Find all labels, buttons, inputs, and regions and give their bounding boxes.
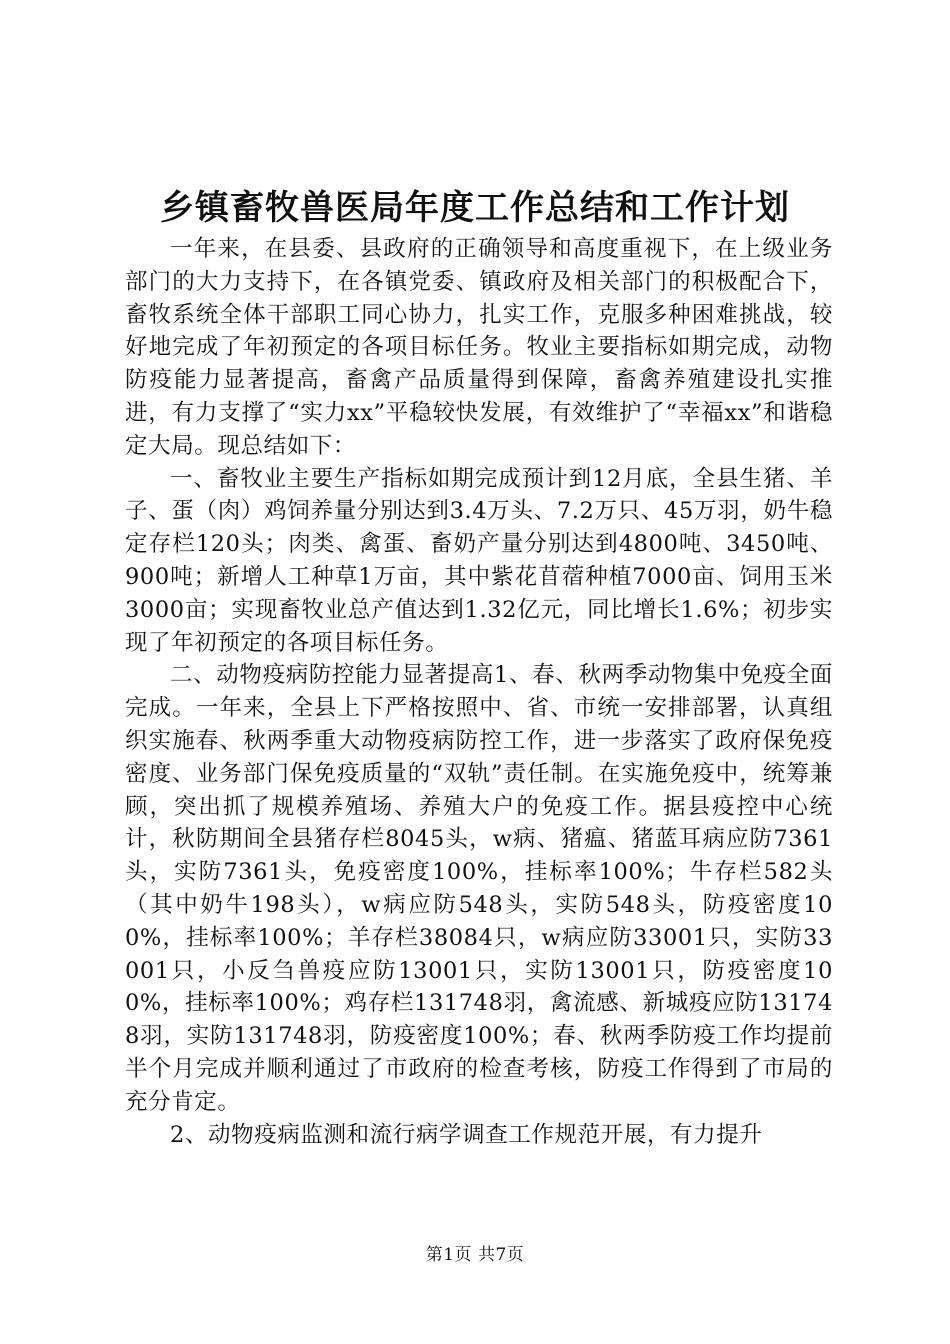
- document-title: 乡镇畜牧兽医局年度工作总结和工作计划: [160, 188, 790, 228]
- page-footer: 第1页 共7页: [425, 1245, 525, 1265]
- paragraph-intro: 一年来，在县委、县政府的正确领导和高度重视下，在上级业务部门的大力支持下，在各镇党委、镇政府及相关部门的积极配合下，畜牧系统全体干部职工同心协力，扎实工作，克服多种困难挑战，较好地完成了年初预定的各项目标任务。牧业主要指标如期完成，动物防疫能力显著提高，畜禽产品质量得到保障，畜禽养殖建设扎实推进，有力支撑了“实力xx”平稳较快发展，有效维护了“幸福xx”和谐稳定大局。现总结如下：: [125, 236, 833, 459]
- paragraph-section-2-item-2: 2、动物疫病监测和流行病学调查工作规范开展，有力提升: [170, 1121, 763, 1148]
- paragraph-section-2: 二、动物疫病防控能力显著提高1、春、秋两季动物集中免疫全面完成。一年来，全县上下严格按照中、省、市统一安排部署，认真组织实施春、秋两季重大动物疫病防控工作，进一步落实了政府保免疫密度、业务部门保免疫质量的“双轨”责任制。在实施免疫中，统筹兼顾，突出抓了规模养殖场、养殖大户的免疫工作。据县疫控中心统计，秋防期间全县猪存栏8045头，w病、猪瘟、猪蓝耳病应防7361头，实防7361头，免疫密度100%，挂标率100%；牛存栏582头（其中奶牛198头），w病应防548头，实防548头，防疫密度100%，挂标率100%；羊存栏38084只，w病应防33001只，实防33001只，小反刍兽疫应防13001只，实防13001只，防疫密度100%，挂标率100%；鸡存栏131748羽，禽流感、新城疫应防131748羽，实防131748羽，防疫密度100%；春、秋两季防疫工作均提前半个月完成并顺利通过了市政府的检查考核，防疫工作得到了市局的充分肯定。: [125, 662, 833, 1115]
- document-body: [125, 233, 833, 1151]
- paragraph-section-1: 一、畜牧业主要生产指标如期完成预计到12月底，全县生猪、羊子、蛋（肉）鸡饲养量分别达到3.4万头、7.2万只、45万羽，奶牛稳定存栏120头；肉类、禽蛋、畜奶产量分别达到4800吨、3450吨、900吨；新增人工种草1万亩，其中紫花苜蓿种植7000亩、饲用玉米3000亩；实现畜牧业总产值达到1.32亿元，同比增长1.6%；初步实现了年初预定的各项目标任务。: [125, 465, 833, 656]
